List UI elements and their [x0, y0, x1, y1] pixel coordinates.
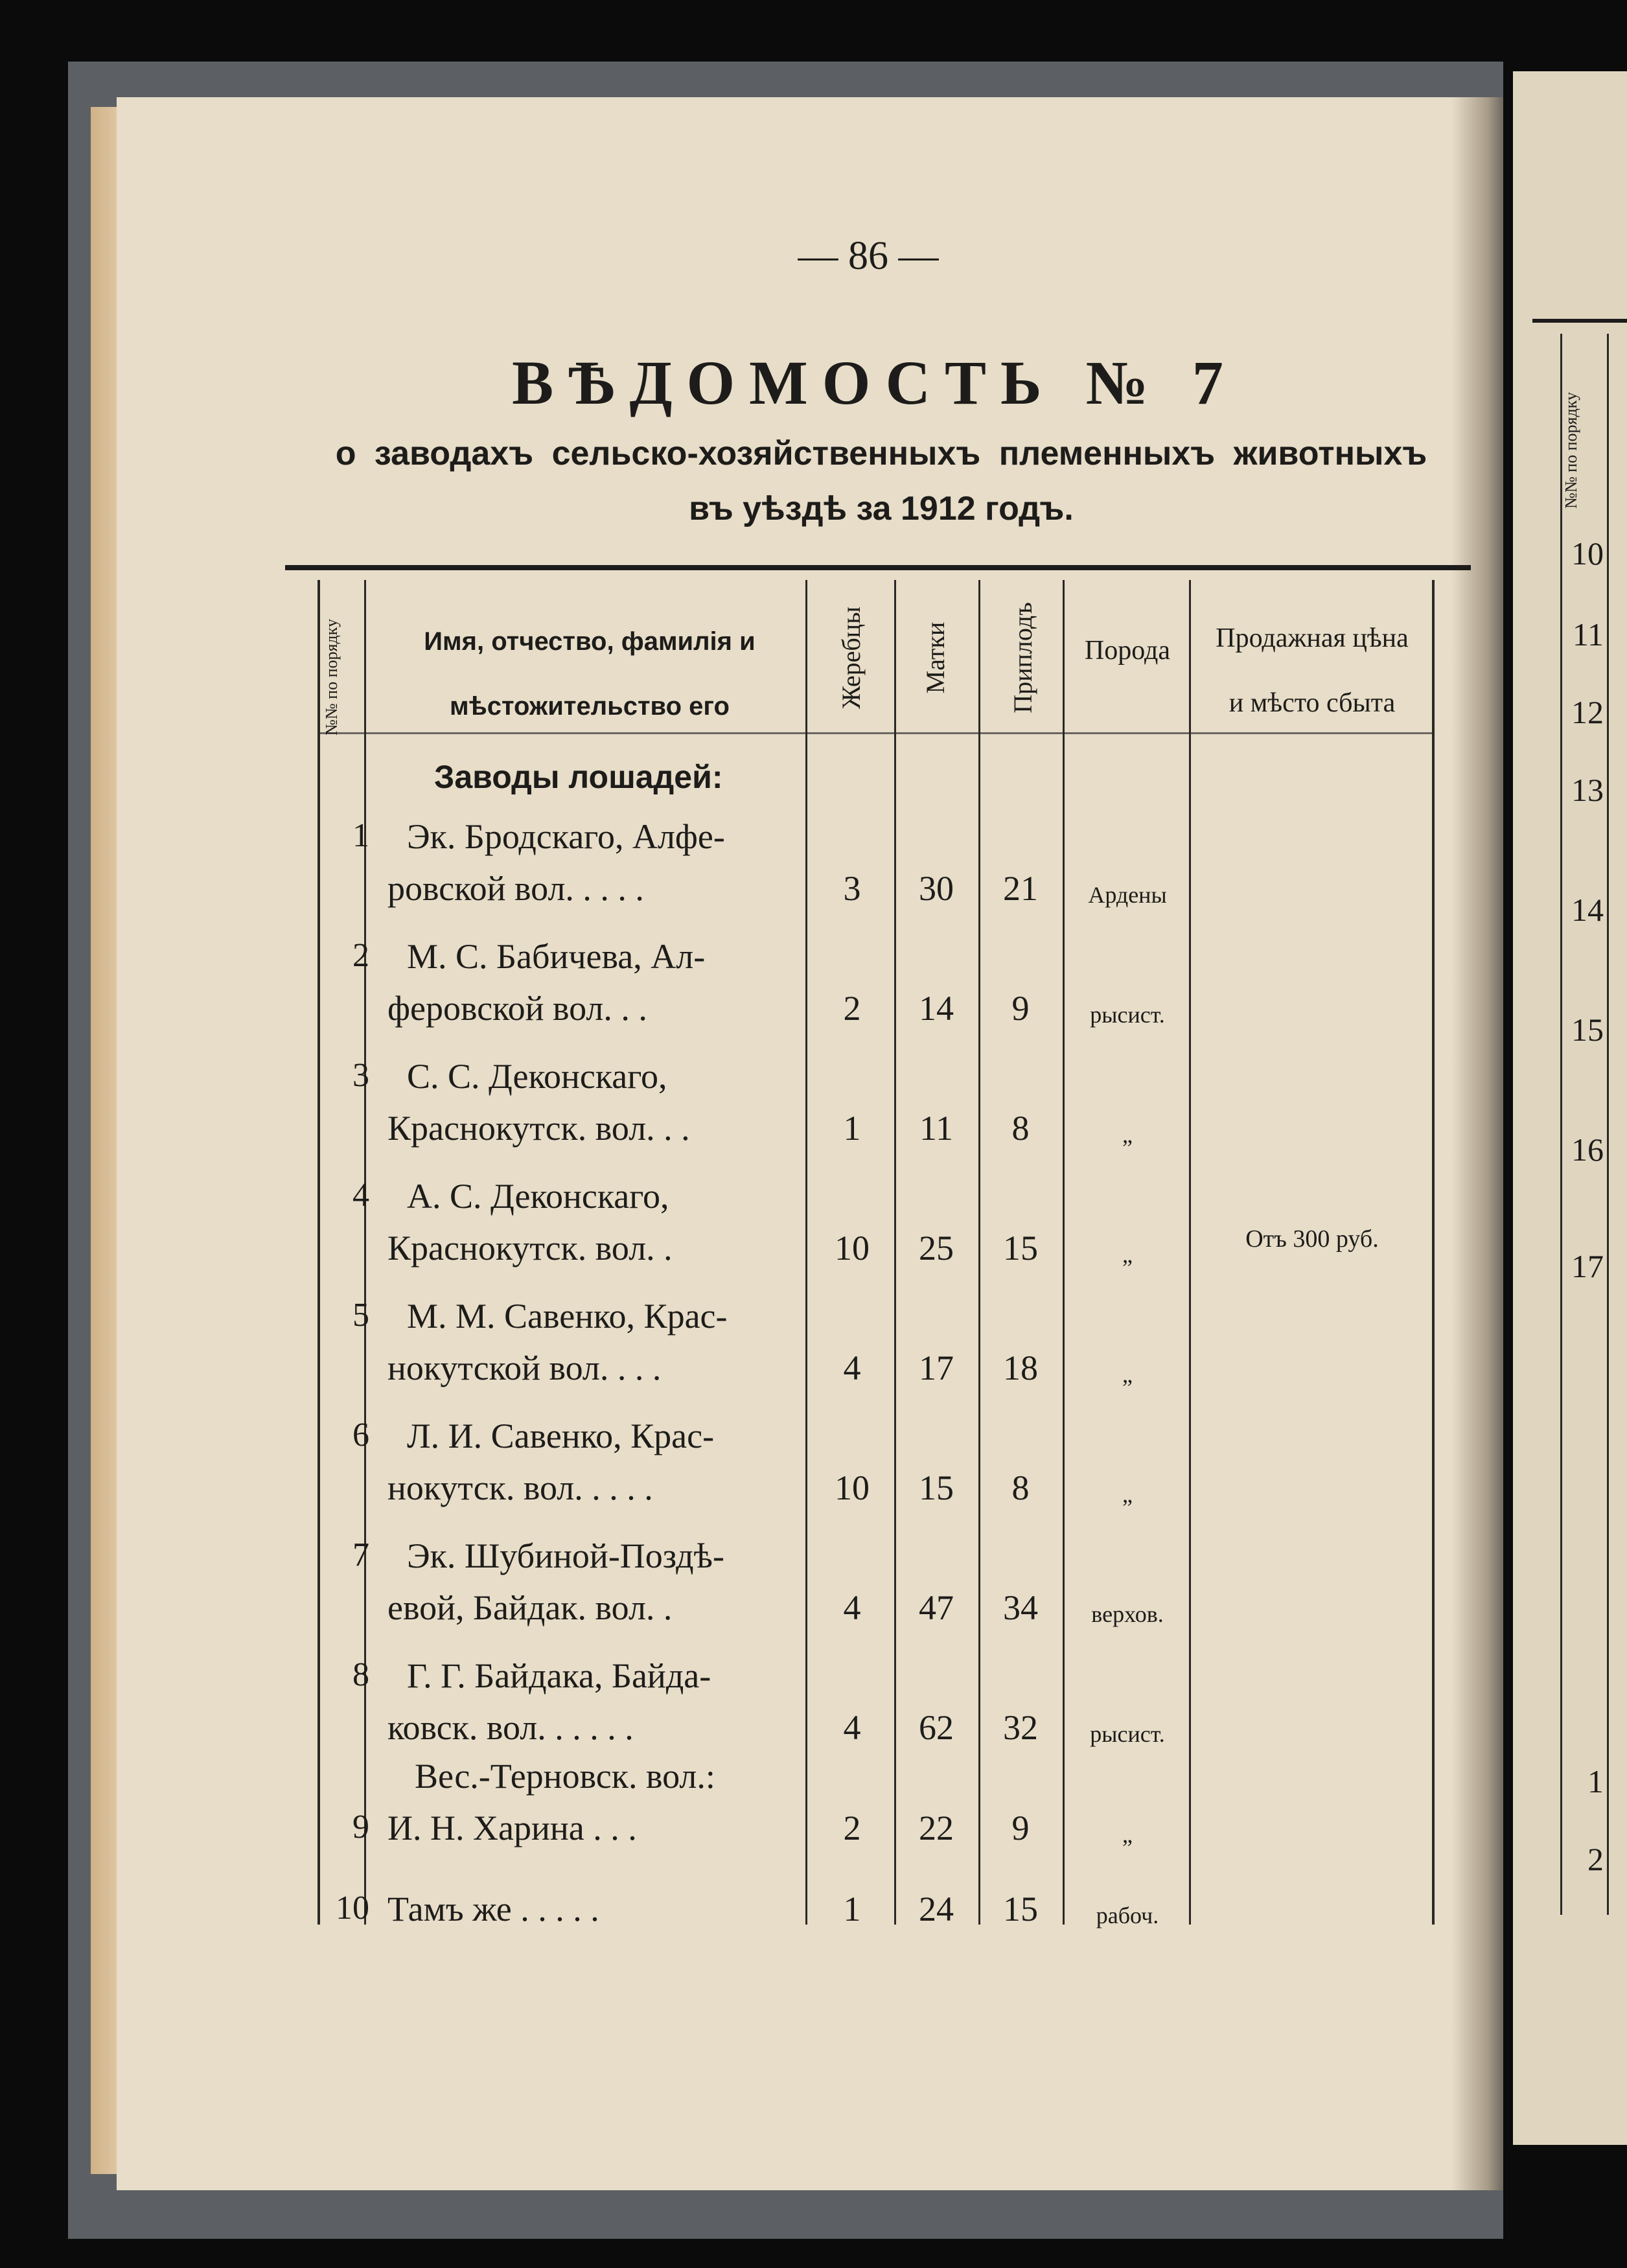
row-stallions: 3: [843, 869, 861, 908]
right-page-number: 2: [1587, 1841, 1604, 1877]
header-breed: Порода: [1084, 636, 1171, 665]
row-name-line-2: ровской вол. . . . .: [387, 869, 644, 908]
row-breed: рысист.: [1090, 1002, 1165, 1028]
header-name-line-1: Имя, отчество, фамилія и: [424, 627, 756, 656]
row-stallions: 4: [843, 1348, 861, 1387]
row-mares: 24: [919, 1890, 954, 1928]
header-price-line-1: Продажная цѣна: [1216, 623, 1409, 653]
row-name-line-1: Эк. Бродскаго, Алфе-: [407, 817, 725, 856]
row-number: 6: [352, 1417, 369, 1453]
header-name-line-2: мѣстожительство его: [450, 692, 730, 721]
row-name-line-1: С. С. Деконскаго,: [407, 1057, 667, 1096]
row-name-line-2: Краснокутск. вол. .: [387, 1229, 673, 1267]
row-offspring: 21: [1003, 869, 1038, 908]
subtitle-line-1: о заводахъ сельско-хозяйственныхъ племенныхъ животныхъ: [335, 435, 1427, 472]
row-number: 3: [352, 1057, 369, 1094]
row-offspring: 15: [1003, 1890, 1038, 1928]
row-stallions: 1: [843, 1890, 861, 1928]
table-row: [0, 1056, 1627, 1173]
row-number: 1: [352, 817, 369, 854]
row-offspring: 32: [1003, 1708, 1038, 1747]
row-mares: 15: [919, 1468, 954, 1507]
row-breed: „: [1122, 1361, 1133, 1387]
subtitle-line-2: въ уѣздѣ за 1912 годъ.: [689, 490, 1074, 527]
subsection-title: Вес.-Терновск. вол.:: [415, 1757, 715, 1796]
right-page-number: 16: [1571, 1131, 1604, 1168]
row-number: 5: [352, 1297, 369, 1334]
row-number: 2: [352, 937, 369, 974]
row-name-line-2: евой, Байдак. вол. .: [387, 1588, 673, 1627]
table-top-rule: [285, 565, 1471, 570]
row-name: Тамъ же . . . . .: [387, 1890, 599, 1928]
row-breed: „: [1122, 1122, 1133, 1148]
row-offspring: 34: [1003, 1588, 1038, 1627]
right-page-number: 17: [1571, 1248, 1604, 1284]
table-row: [0, 1416, 1627, 1533]
row-name-line-1: А. С. Деконскаго,: [407, 1177, 669, 1216]
row-offspring: 8: [1011, 1109, 1030, 1148]
row-breed: „: [1122, 1822, 1133, 1847]
table-row: [0, 1296, 1627, 1413]
header-price: [1192, 606, 1432, 735]
row-number: 10: [336, 1890, 369, 1927]
table-row: [0, 1837, 1627, 1954]
row-breed: верхов.: [1091, 1601, 1164, 1627]
right-page-top-rule: [1532, 319, 1627, 323]
row-number: 8: [352, 1656, 369, 1693]
row-stallions: 10: [835, 1468, 870, 1507]
header-offspring: Приплодъ: [1008, 602, 1037, 713]
row-name-line-1: М. С. Бабичева, Ал-: [407, 937, 706, 976]
row-number: 9: [352, 1809, 369, 1846]
page-title: ВѢДОМОСТЬ № 7: [512, 348, 1238, 417]
right-page-number: 13: [1571, 772, 1604, 808]
row-mares: 22: [919, 1809, 954, 1847]
table-row: [0, 936, 1627, 1053]
row-offspring: 15: [1003, 1229, 1038, 1267]
row-mares: 14: [919, 989, 954, 1028]
row-mares: 62: [919, 1708, 954, 1747]
row-mares: 25: [919, 1229, 954, 1267]
row-offspring: 9: [1011, 1809, 1030, 1847]
right-page-number: 11: [1572, 616, 1604, 653]
table-row: [0, 1656, 1627, 1772]
header-stallions: Жеребцы: [837, 607, 866, 709]
row-breed: рысист.: [1090, 1721, 1165, 1747]
row-offspring: 18: [1003, 1348, 1038, 1387]
row-name-line-1: Л. И. Савенко, Крас-: [407, 1417, 715, 1455]
row-name-line-1: М. М. Савенко, Крас-: [407, 1297, 728, 1336]
header-number: №№ по порядку: [322, 619, 341, 735]
right-page-number: 1: [1587, 1763, 1604, 1799]
page-number: — 86 —: [798, 234, 939, 278]
price-note: Отъ 300 руб.: [1245, 1225, 1379, 1253]
row-name-line-2: феровской вол. . .: [387, 989, 647, 1028]
row-name-line-2: ковск. вол. . . . . .: [387, 1708, 634, 1747]
header-name: [376, 609, 803, 739]
row-stallions: 2: [843, 989, 861, 1028]
right-page-number: 15: [1571, 1012, 1604, 1048]
row-stallions: 4: [843, 1588, 861, 1627]
row-offspring: 8: [1011, 1468, 1030, 1507]
section-title: Заводы лошадей:: [434, 759, 723, 795]
right-page-number: 12: [1571, 694, 1604, 730]
header-price-line-2: и мѣсто сбыта: [1229, 688, 1396, 718]
right-page-number: 14: [1571, 892, 1604, 928]
row-name-line-2: нокутской вол. . . .: [387, 1348, 662, 1387]
row-name-line-2: Краснокутск. вол. . .: [387, 1109, 690, 1148]
row-breed: „: [1122, 1242, 1133, 1267]
table-row: [0, 1536, 1627, 1652]
right-page-number: 10: [1571, 535, 1604, 572]
row-offspring: 9: [1011, 989, 1030, 1028]
row-stallions: 4: [843, 1708, 861, 1747]
row-mares: 47: [919, 1588, 954, 1627]
row-breed: „: [1122, 1481, 1133, 1507]
row-stallions: 1: [843, 1109, 861, 1148]
row-number: 7: [352, 1536, 369, 1573]
right-page-header: №№ по порядку: [1562, 392, 1580, 509]
row-breed: рабоч.: [1096, 1903, 1159, 1928]
row-name-line-1: Г. Г. Байдака, Байда-: [407, 1656, 711, 1695]
table-row: [0, 816, 1627, 933]
row-stallions: 10: [835, 1229, 870, 1267]
row-mares: 17: [919, 1348, 954, 1387]
row-breed: Ардены: [1088, 882, 1167, 908]
row-name-line-2: нокутск. вол. . . . .: [387, 1468, 653, 1507]
row-name-line-1: Эк. Шубиной-Поздѣ-: [407, 1536, 724, 1575]
row-mares: 30: [919, 869, 954, 908]
header-mares: Матки: [921, 621, 950, 694]
row-name: И. Н. Харина . . .: [387, 1809, 637, 1847]
row-stallions: 2: [843, 1809, 861, 1847]
row-number: 4: [352, 1177, 369, 1214]
row-mares: 11: [919, 1109, 953, 1148]
